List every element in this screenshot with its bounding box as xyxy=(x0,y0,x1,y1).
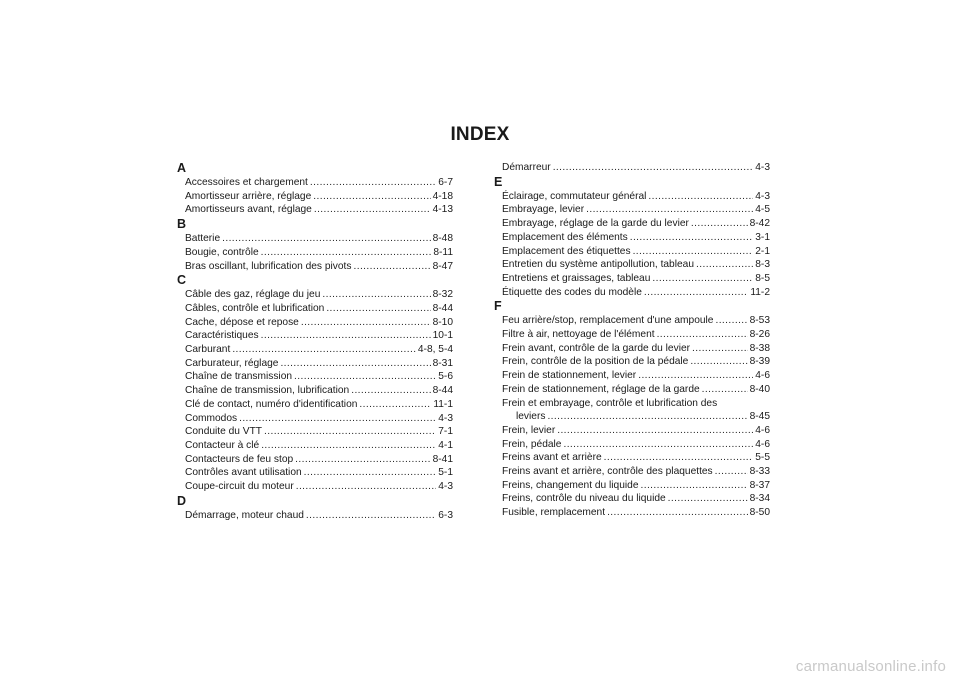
entry-label: Filtre à air, nettoyage de l'élément xyxy=(502,329,655,341)
dot-leader xyxy=(630,231,754,245)
entry-label: Embrayage, réglage de la garde du levier xyxy=(502,218,689,230)
entry-page: 2-1 xyxy=(755,245,770,257)
entry-page: 8-37 xyxy=(749,479,770,491)
entry-page: 4-5 xyxy=(755,204,770,216)
index-entry xyxy=(494,383,770,397)
entry-page: 4-18 xyxy=(432,190,453,202)
entry-page: 6-7 xyxy=(438,177,453,188)
dot-leader xyxy=(638,369,753,383)
entry-page: 8-50 xyxy=(749,507,770,519)
dot-leader xyxy=(652,272,753,286)
entry-label: Étiquette des codes du modèle xyxy=(502,286,642,298)
entry-page: 8-34 xyxy=(749,493,770,505)
dot-leader xyxy=(326,302,430,316)
entry-label: Freins, contrôle du niveau du liquide xyxy=(502,493,666,505)
entry-label: Freins avant et arrière xyxy=(502,452,602,464)
entry-label: Frein, pédale xyxy=(502,438,562,450)
index-entry xyxy=(494,506,770,520)
entry-label: Clé de contact, numéro d'identification xyxy=(185,398,358,410)
entry-page: 4-13 xyxy=(432,204,453,216)
entry-page: 8-33 xyxy=(749,466,770,478)
entry-page: 8-5 xyxy=(755,272,770,284)
index-column-left xyxy=(177,161,453,522)
watermark: carmanualsonline.info xyxy=(795,658,946,675)
section-letter: F xyxy=(494,299,502,314)
entry-label: Freins avant et arrière, contrôle des plaquettes xyxy=(502,466,713,478)
index-entry xyxy=(177,246,453,260)
entry-label: Frein, levier xyxy=(502,424,556,436)
entry-page: 8-45 xyxy=(749,411,770,423)
entry-page: 4-3 xyxy=(438,481,453,493)
dot-leader xyxy=(222,232,431,246)
index-entry xyxy=(177,439,453,453)
entry-label: Caractéristiques xyxy=(185,330,259,342)
dot-leader xyxy=(351,384,430,398)
dot-leader xyxy=(322,288,430,302)
entry-label: Accessoires et chargement xyxy=(185,177,308,188)
index-entry xyxy=(177,412,453,426)
entry-page: 8-31 xyxy=(432,357,453,369)
entry-page: 8-42 xyxy=(749,218,770,230)
entry-page: 10-1 xyxy=(432,330,453,342)
dot-leader xyxy=(261,246,432,260)
entry-page: 5-6 xyxy=(438,371,453,383)
index-entry xyxy=(494,245,770,259)
entry-label: Embrayage, levier xyxy=(502,204,585,216)
entry-page: 5-1 xyxy=(438,467,453,479)
index-entry xyxy=(177,260,453,274)
entry-page: 6-3 xyxy=(438,509,453,521)
index-entry xyxy=(494,369,770,383)
dot-leader xyxy=(295,453,430,467)
entry-page: 8-44 xyxy=(432,385,453,397)
entry-label: Frein de stationnement, levier xyxy=(502,370,637,382)
dot-leader xyxy=(557,424,753,438)
entry-label: Amortisseurs avant, réglage xyxy=(185,204,312,216)
dot-leader xyxy=(640,479,747,493)
entry-label: Bras oscillant, lubrification des pivots xyxy=(185,260,352,272)
entry-page: 8-10 xyxy=(432,316,453,328)
dot-leader xyxy=(702,383,748,397)
entry-label: Emplacement des étiquettes xyxy=(502,245,631,257)
entry-label: Cache, dépose et repose xyxy=(185,316,299,328)
index-entry xyxy=(177,398,453,412)
entry-label: Conduite du VTT xyxy=(185,426,263,438)
entry-page: 4-6 xyxy=(755,438,770,450)
entry-label: Frein avant, contrôle de la garde du levier xyxy=(502,342,691,354)
entry-page: 8-32 xyxy=(432,289,453,301)
dot-leader xyxy=(261,329,431,343)
entry-page: 8-38 xyxy=(749,342,770,354)
dot-leader xyxy=(239,412,436,426)
section-letter: E xyxy=(494,174,503,189)
index-entry xyxy=(177,384,453,398)
entry-page: 4-3 xyxy=(755,162,770,173)
index-entry xyxy=(494,161,770,175)
index-entry xyxy=(494,438,770,452)
entry-page: 7-1 xyxy=(438,426,453,438)
entry-label: Frein, contrôle de la position de la pédale xyxy=(502,356,689,368)
dot-leader xyxy=(715,465,748,479)
index-entry xyxy=(177,176,453,190)
index-entry xyxy=(177,357,453,371)
entry-label: Chaîne de transmission xyxy=(185,371,293,383)
entry-page: 4-3 xyxy=(755,190,770,202)
section-letter: A xyxy=(177,161,187,175)
dot-leader xyxy=(304,466,437,480)
index-entry xyxy=(494,424,770,438)
entry-label: Entretien du système antipollution, tableau xyxy=(502,259,694,271)
dot-leader xyxy=(691,217,748,231)
dot-leader xyxy=(657,328,748,342)
entry-label: Contacteurs de feu stop xyxy=(185,453,294,465)
index-entry xyxy=(494,314,770,328)
index-entry xyxy=(494,410,770,424)
entry-page: 4-3 xyxy=(438,412,453,424)
dot-leader xyxy=(563,438,753,452)
dot-leader xyxy=(690,355,747,369)
entry-label: Frein de stationnement, réglage de la garde xyxy=(502,383,700,395)
index-entry xyxy=(177,203,453,217)
entry-label: Câble des gaz, réglage du jeu xyxy=(185,289,321,301)
entry-page: 11-1 xyxy=(433,398,453,410)
index-entry xyxy=(177,329,453,343)
entry-label: Frein et embrayage, contrôle et lubrification des xyxy=(502,397,718,409)
entry-page: 8-39 xyxy=(749,356,770,368)
index-column-right xyxy=(494,161,770,520)
dot-leader xyxy=(692,342,748,356)
entry-label: Entretiens et graissages, tableau xyxy=(502,272,651,284)
index-entry xyxy=(177,232,453,246)
entry-label: Amortisseur arrière, réglage xyxy=(185,190,312,202)
entry-label: Démarrage, moteur chaud xyxy=(185,509,304,521)
dot-leader xyxy=(264,425,436,439)
index-entry xyxy=(494,203,770,217)
dot-leader xyxy=(648,190,753,204)
entry-page: 8-11 xyxy=(433,246,453,258)
entry-page: 8-48 xyxy=(432,233,453,245)
page-title: INDEX xyxy=(450,124,510,145)
index-entry xyxy=(494,272,770,286)
index-entry xyxy=(494,465,770,479)
index-entry xyxy=(494,217,770,231)
dot-leader xyxy=(261,439,436,453)
index-entry xyxy=(494,451,770,465)
entry-page: 3-1 xyxy=(755,231,770,243)
dot-leader xyxy=(668,492,748,506)
index-entry xyxy=(177,453,453,467)
dot-leader xyxy=(553,161,754,175)
entry-page: 8-53 xyxy=(749,315,770,327)
index-entry xyxy=(494,355,770,369)
index-entry xyxy=(177,370,453,384)
index-entry xyxy=(494,492,770,506)
dot-leader xyxy=(280,357,430,371)
index-entry xyxy=(177,480,453,494)
index-entry xyxy=(177,288,453,302)
entry-page: 4-1 xyxy=(438,439,453,451)
dot-leader xyxy=(310,176,436,190)
entry-page: 5-5 xyxy=(755,452,770,464)
dot-leader xyxy=(633,245,754,259)
entry-label: Chaîne de transmission, lubrification xyxy=(185,385,350,397)
index-entry xyxy=(177,425,453,439)
dot-leader xyxy=(586,203,753,217)
index-entry xyxy=(494,328,770,342)
dot-leader xyxy=(547,410,747,424)
entry-label: Démarreur xyxy=(502,162,551,173)
entry-label: Bougie, contrôle xyxy=(185,246,259,258)
entry-page: 8-47 xyxy=(432,260,453,272)
index-entry xyxy=(494,342,770,356)
dot-leader xyxy=(359,398,431,412)
index-entry xyxy=(494,258,770,272)
entry-label: Éclairage, commutateur général xyxy=(502,190,647,202)
entry-page: 8-3 xyxy=(755,259,770,271)
entry-page: 11-2 xyxy=(750,286,770,298)
entry-page: 4-8, 5-4 xyxy=(417,344,453,356)
entry-page: 8-41 xyxy=(432,453,453,465)
dot-leader xyxy=(604,451,754,465)
entry-label: Feu arrière/stop, remplacement d'une ampoule xyxy=(502,315,714,327)
index-entry xyxy=(177,509,453,523)
entry-label: Contacteur à clé xyxy=(185,439,260,451)
index-entry xyxy=(494,231,770,245)
dot-leader xyxy=(353,260,430,274)
dot-leader xyxy=(644,286,748,300)
entry-label: Commodos xyxy=(185,412,238,424)
index-entry xyxy=(494,479,770,493)
entry-label: Contrôles avant utilisation xyxy=(185,467,302,479)
dot-leader xyxy=(301,316,431,330)
index-entry xyxy=(177,466,453,480)
index-entry xyxy=(177,302,453,316)
index-entry xyxy=(177,343,453,357)
dot-leader xyxy=(314,203,431,217)
index-entry xyxy=(177,190,453,204)
entry-label: Coupe-circuit du moteur xyxy=(185,481,294,493)
entry-label: Fusible, remplacement xyxy=(502,507,606,519)
section-letter: D xyxy=(177,493,187,508)
dot-leader xyxy=(306,509,436,523)
index-entry xyxy=(494,190,770,204)
dot-leader xyxy=(232,343,416,357)
dot-leader xyxy=(607,506,748,520)
entry-label: Carburant xyxy=(185,344,231,356)
dot-leader xyxy=(296,480,437,494)
entry-page: 8-26 xyxy=(749,329,770,341)
entry-page: 4-6 xyxy=(755,370,770,382)
section-letter: C xyxy=(177,273,187,288)
dot-leader xyxy=(294,370,436,384)
entry-page: 4-6 xyxy=(755,424,770,436)
dot-leader xyxy=(313,190,430,204)
entry-label: Carburateur, réglage xyxy=(185,357,279,369)
entry-label: Emplacement des éléments xyxy=(502,231,628,243)
entry-page: 8-44 xyxy=(432,302,453,314)
entry-page: 8-40 xyxy=(749,383,770,395)
index-entry xyxy=(177,316,453,330)
entry-label: Freins, changement du liquide xyxy=(502,479,639,491)
dot-leader xyxy=(715,314,747,328)
entry-label: leviers xyxy=(516,411,546,423)
dot-leader xyxy=(696,258,753,272)
section-letter: B xyxy=(177,217,187,232)
entry-label: Batterie xyxy=(185,233,221,245)
index-entry xyxy=(494,286,770,300)
entry-label: Câbles, contrôle et lubrification xyxy=(185,302,325,314)
